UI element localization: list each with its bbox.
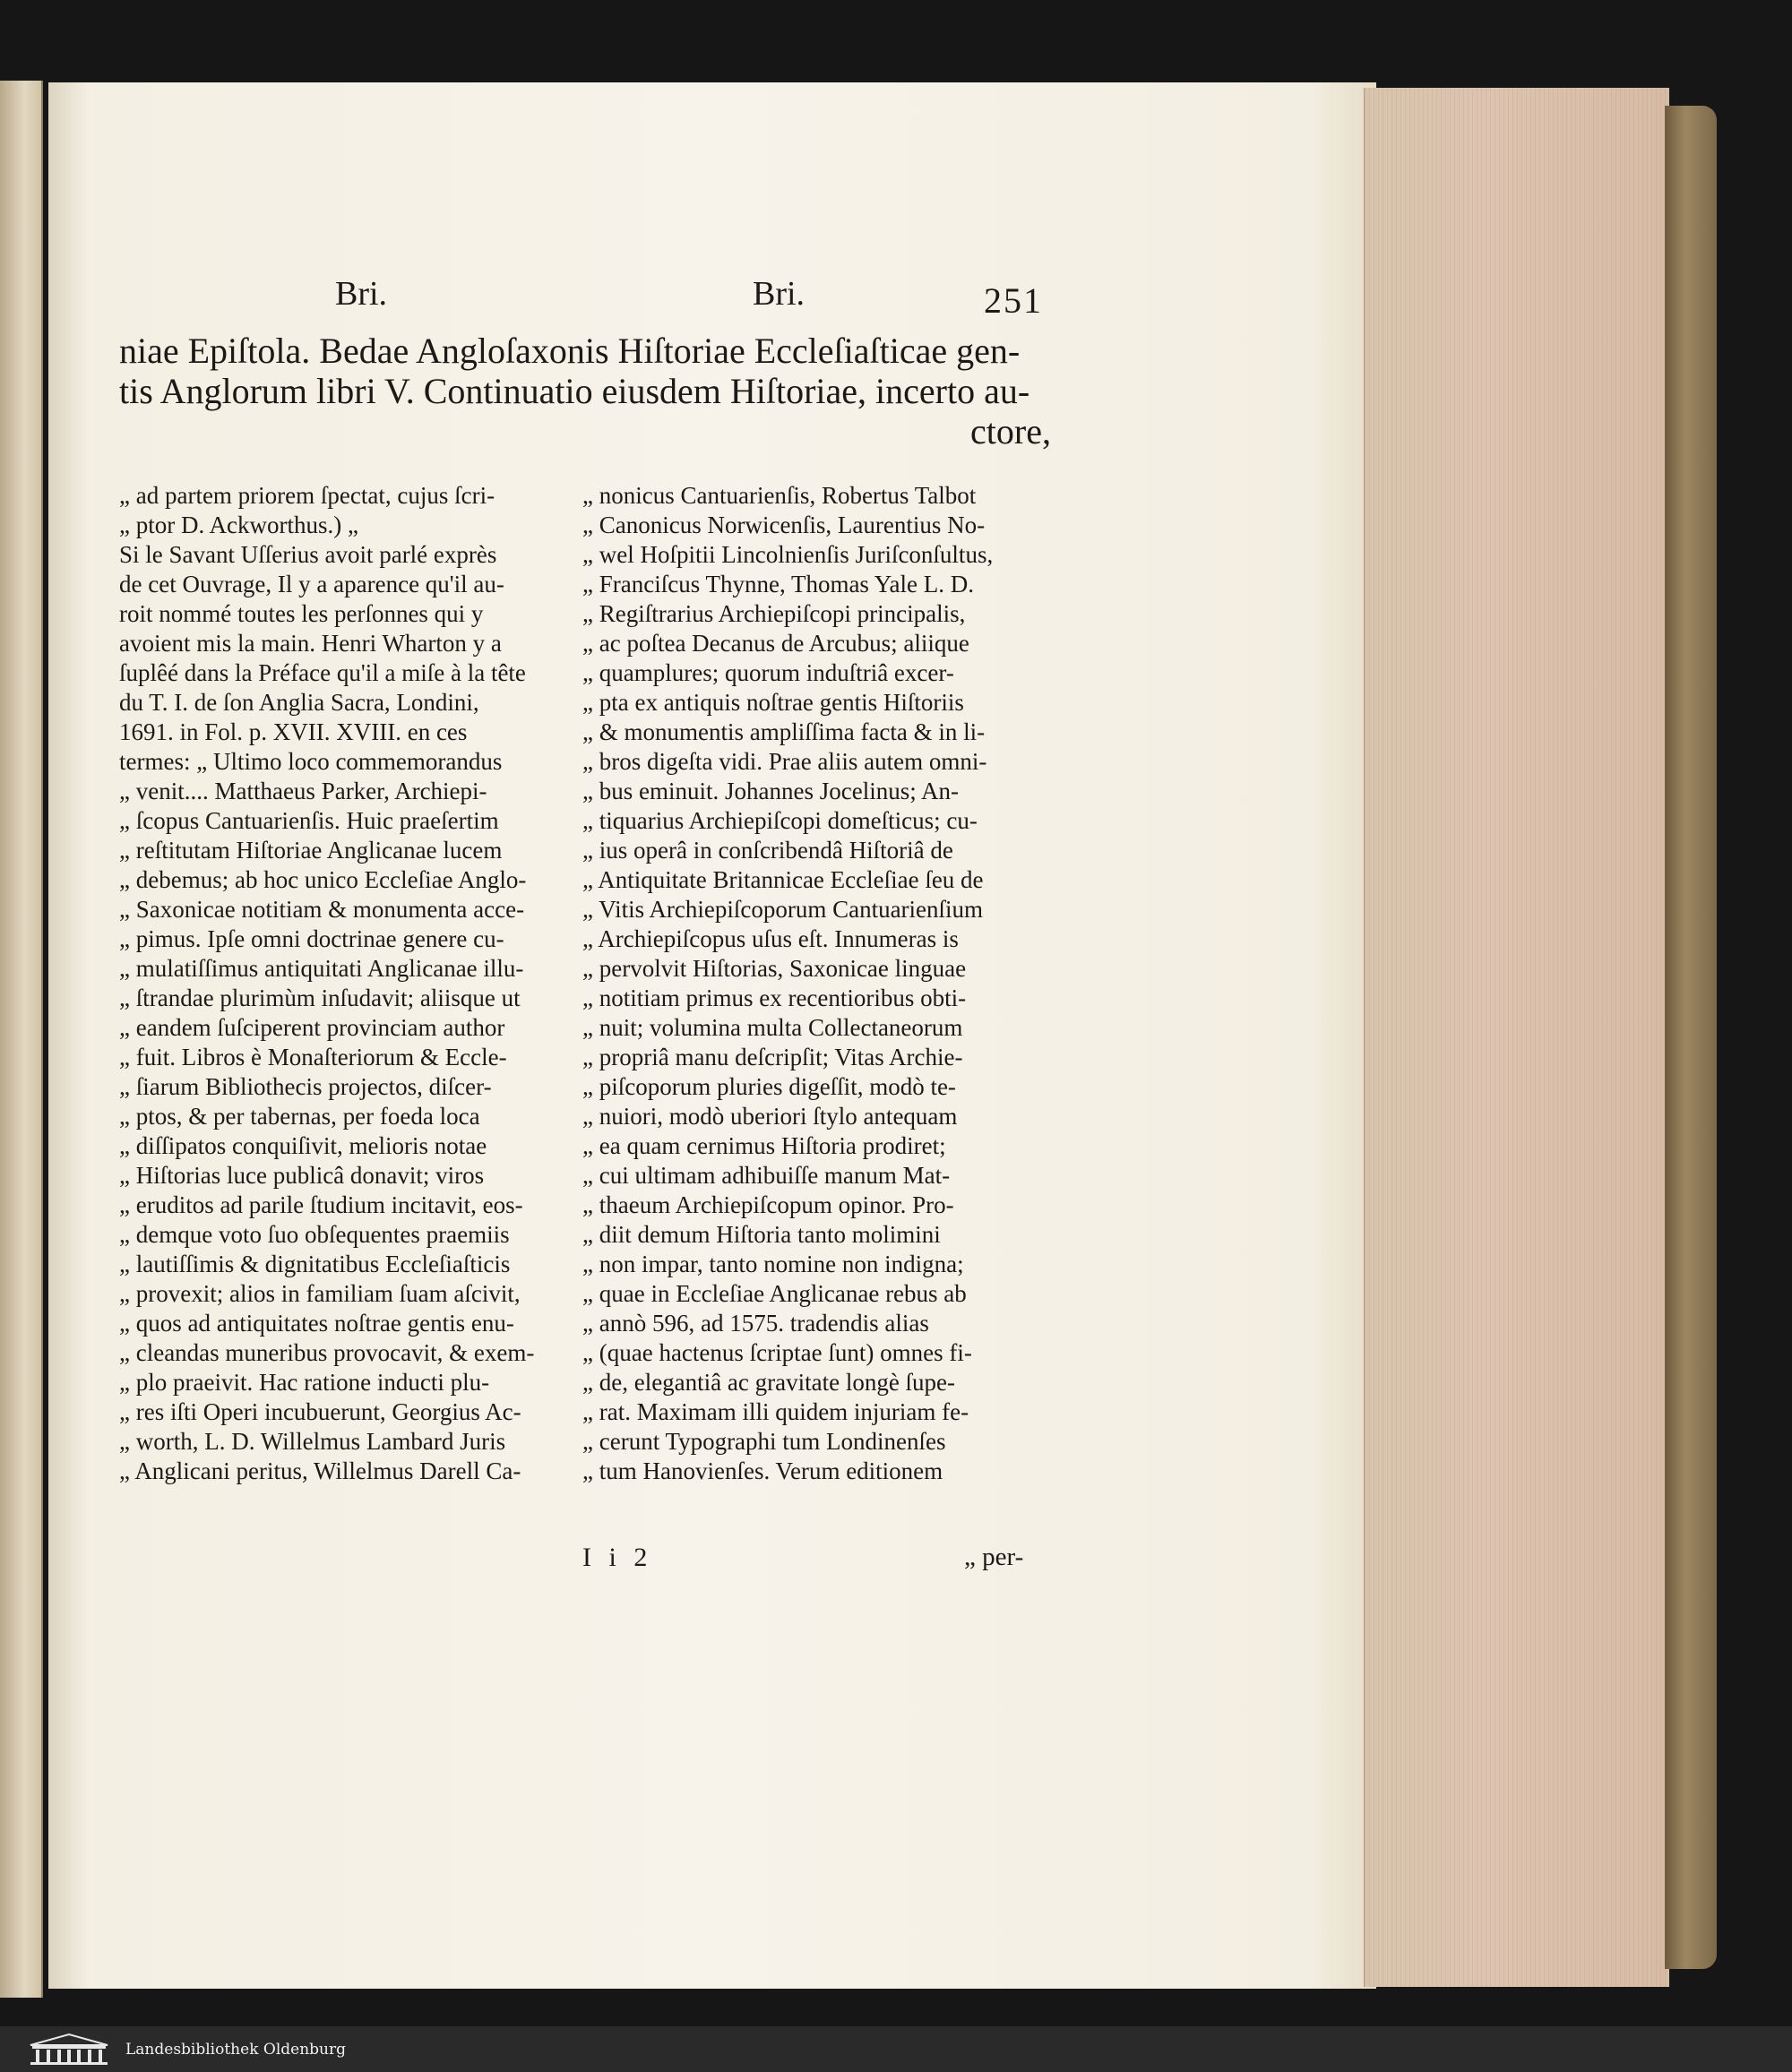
left-column-line: „ diſſipatos conquiſivit, melioris notae (119, 1132, 487, 1159)
right-column-line: „ Canonicus Norwicenſis, Laurentius No- (582, 512, 986, 538)
library-building-icon (27, 2033, 111, 2067)
left-column-line: Si le Savant Uſſerius avoit parlé exprès (119, 541, 497, 568)
left-column-line: roit nommé toutes les perſonnes qui y (119, 600, 484, 627)
left-column-line: „ ſiarum Bibliothecis projectos, diſcer- (119, 1073, 492, 1100)
left-column-line: „ debemus; ab hoc unico Eccleſiae Anglo- (119, 866, 527, 893)
right-column-line: „ thaeum Archiepiſcopum opinor. Pro- (582, 1191, 954, 1218)
left-column-line: avoient mis la main. Henri Wharton y a (119, 630, 502, 657)
right-column-line: „ annò 596, ad 1575. tradendis alias (582, 1310, 929, 1337)
left-column-line: „ lautiſſimis & dignitatibus Eccleſiaſticis (119, 1251, 511, 1277)
right-column-line: „ bros digeſta vidi. Prae aliis autem omni- (582, 748, 987, 775)
left-column-line: „ provexit; alios in familiam ſuam aſcivit, (119, 1280, 521, 1307)
previous-page-edge (0, 81, 43, 1998)
right-column-line: „ diit demum Hiſtoria tanto molimini (582, 1221, 941, 1248)
right-column-line: „ quamplures; quorum induſtriâ excer- (582, 659, 954, 686)
page-number: 251 (984, 280, 1043, 321)
page-block-edge (1364, 88, 1669, 1987)
left-column-line: „ worth, L. D. Willelmus Lambard Juris (119, 1428, 506, 1455)
left-text-column (119, 481, 567, 1486)
left-column-line: termes: „ Ultimo loco commemorandus (119, 748, 503, 775)
left-column-line: „ venit.... Matthaeus Parker, Archiepi- (119, 778, 487, 804)
catchword: „ per- (964, 1543, 1024, 1571)
right-column-line: „ Archiepiſcopus uſus eſt. Innumeras is (582, 925, 959, 952)
right-column-line: „ ea quam cernimus Hiſtoria prodiret; (582, 1132, 946, 1159)
left-column-line: ſuplêé dans la Préface qu'il a miſe à la tête (119, 659, 526, 686)
running-head-center: Bri. (753, 275, 806, 313)
right-column-line: „ nuit; volumina multa Collectaneorum (582, 1014, 963, 1041)
left-column-line: „ ſtrandae plurimùm inſudavit; aliisque ut (119, 984, 521, 1011)
left-column-line: „ ad partem priorem ſpectat, cujus ſcri- (119, 482, 495, 509)
right-column-line: „ Antiquitate Britannicae Eccleſiae ſeu de (582, 866, 984, 893)
left-column-line: „ Hiſtorias luce publicâ donavit; viros (119, 1162, 485, 1189)
left-column-line: „ reſtitutam Hiſtoriae Anglicanae lucem (119, 837, 503, 864)
right-column-line: „ nuiori, modò uberiori ſtylo antequam (582, 1103, 958, 1130)
left-column-line: „ Anglicani peritus, Willelmus Darell Ca- (119, 1457, 521, 1484)
left-column-line: „ quos ad antiquitates noſtrae gentis enu- (119, 1310, 514, 1337)
right-column-line: „ notitiam primus ex recentioribus obti- (582, 984, 967, 1011)
right-column-line: „ ac poſtea Decanus de Arcubus; aliique (582, 630, 969, 657)
book-cover-edge (1665, 106, 1717, 1969)
right-column-line: „ nonicus Cantuarienſis, Robertus Talbot (582, 482, 977, 509)
left-column-line: „ Saxonicae notitiam & monumenta acce- (119, 896, 525, 923)
right-column-line: „ cui ultimam adhibuiſſe manum Mat- (582, 1162, 951, 1189)
footer-label: Landesbibliothek Oldenburg (125, 2040, 347, 2059)
left-column-line: „ eandem ſuſciperent provinciam author (119, 1014, 505, 1041)
right-column-line: „ (quae hactenus ſcriptae ſunt) omnes fi- (582, 1339, 972, 1366)
right-column-line: „ Vitis Archiepiſcoporum Cantuarienſium (582, 896, 984, 923)
heading-line-1: niae Epiſtola. Bedae Angloſaxonis Hiſtoriae Eccleſiaſticae gen- (119, 331, 1021, 371)
right-column-line: „ & monumentis ampliſſima facta & in li- (582, 718, 986, 745)
right-column-line: „ de, elegantiâ ac gravitate longè ſupe- (582, 1369, 956, 1396)
right-column-line: „ tum Hanovienſes. Verum editionem (582, 1457, 943, 1484)
left-column-line: „ res iſti Operi incubuerunt, Georgius Ac- (119, 1398, 521, 1425)
left-column-line: de cet Ouvrage, Il y a aparence qu'il au- (119, 571, 504, 598)
running-head-left: Bri. (335, 275, 388, 313)
left-column-line: „ cleandas muneribus provocavit, & exem- (119, 1339, 535, 1366)
left-column-line: 1691. in Fol. p. XVII. XVIII. en ces (119, 718, 468, 745)
right-column-line: „ rat. Maximam illi quidem injuriam fe- (582, 1398, 969, 1425)
footer-bar (0, 2026, 1792, 2072)
heading-line-2: tis Anglorum libri V. Continuatio eiusdem Hiſtoriae, incerto au- (119, 371, 1030, 411)
left-column-line: „ plo praeivit. Hac ratione inducti plu- (119, 1369, 490, 1396)
left-column-line: „ ptos, & per tabernas, per foeda loca (119, 1103, 480, 1130)
left-column-line: „ ptor D. Ackworthus.) „ (119, 512, 358, 538)
left-column-line: „ eruditos ad parile ſtudium incitavit, eos- (119, 1191, 523, 1218)
right-column-line: „ pervolvit Hiſtorias, Saxonicae linguae (582, 955, 967, 982)
right-column-line: „ propriâ manu deſcripſit; Vitas Archie- (582, 1044, 963, 1070)
left-column-line: „ demque voto ſuo obſequentes praemiis (119, 1221, 510, 1248)
left-column-line: „ pimus. Ipſe omni doctrinae genere cu- (119, 925, 504, 952)
right-text-column (582, 481, 1030, 1486)
left-column-line: „ fuit. Libros è Monaſteriorum & Eccle- (119, 1044, 507, 1070)
right-column-line: „ ius operâ in conſcribendâ Hiſtoriâ de (582, 837, 953, 864)
right-column-line: „ non impar, tanto nomine non indigna; (582, 1251, 964, 1277)
left-column-line: „ ſcopus Cantuarienſis. Huic praeſertim (119, 807, 499, 834)
left-column-line: du T. I. de ſon Anglia Sacra, Londini, (119, 689, 479, 716)
signature-mark: I i 2 (582, 1543, 653, 1572)
right-column-line: „ Franciſcus Thynne, Thomas Yale L. D. (582, 571, 974, 598)
right-column-line: „ bus eminuit. Johannes Jocelinus; An- (582, 778, 959, 804)
heading-line-3: ctore, (970, 411, 1051, 451)
right-column-line: „ tiquarius Archiepiſcopi domeſticus; cu- (582, 807, 978, 834)
right-column-line: „ wel Hoſpitii Lincolnienſis Juriſconſultus, (582, 541, 994, 568)
left-column-line: „ mulatiſſimus antiquitati Anglicanae illu- (119, 955, 524, 982)
right-column-line: „ Regiſtrarius Archiepiſcopi principalis, (582, 600, 966, 627)
right-column-line: „ quae in Eccleſiae Anglicanae rebus ab (582, 1280, 967, 1307)
right-column-line: „ cerunt Typographi tum Londinenſes (582, 1428, 946, 1455)
right-column-line: „ pta ex antiquis noſtrae gentis Hiſtoriis (582, 689, 964, 716)
right-column-line: „ piſcoporum pluries digeſſit, modò te- (582, 1073, 956, 1100)
